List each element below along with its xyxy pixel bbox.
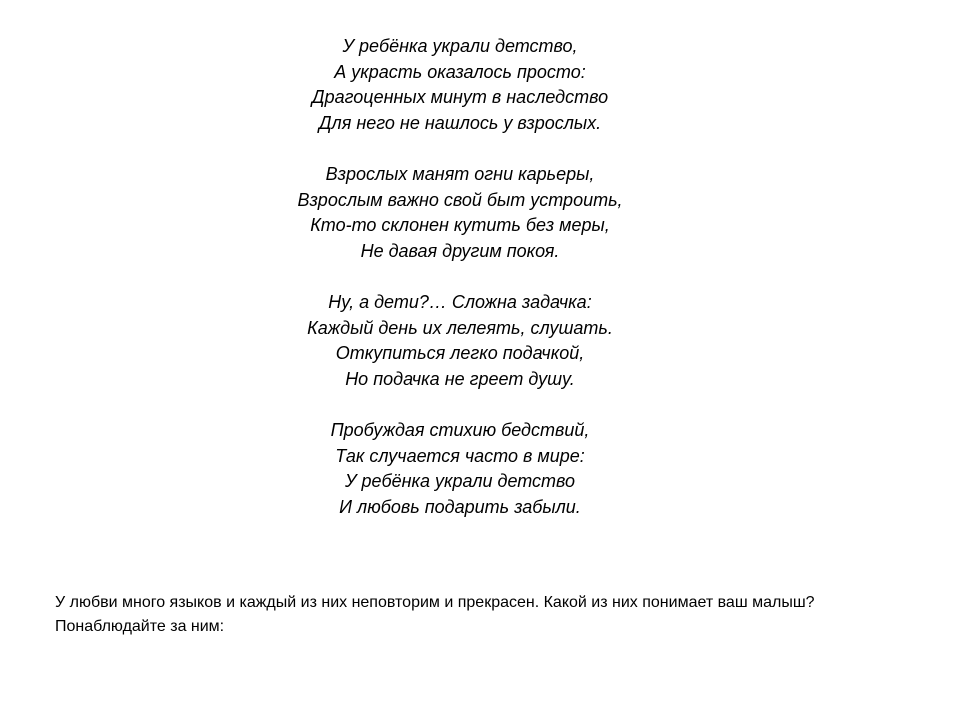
poem-stanza-4 <box>240 418 680 520</box>
poem-line: Взрослых манят огни карьеры, <box>325 163 595 184</box>
poem-line: И любовь подарить забыли. <box>339 496 581 517</box>
poem-line: У ребёнка украли детство <box>344 471 576 492</box>
note-paragraph: У любви много языков и каждый из них неповторим и прекрасен. Какой из них понимает ваш малыш? Понаблюдайте за ним: <box>55 594 815 635</box>
poem-line: Взрослым важно свой быт устроить, <box>297 189 623 210</box>
poem-line: Так случается часто в мире: <box>335 445 585 466</box>
poem-line: Для него не нашлось у взрослых. <box>318 112 602 133</box>
poem <box>240 34 680 520</box>
poem-line: А украсть оказалось просто: <box>334 61 586 82</box>
poem-stanza-1 <box>240 34 680 136</box>
poem-line: Но подачка не греет душу. <box>345 368 575 389</box>
poem-line: Пробуждая стихию бедствий, <box>330 419 590 440</box>
poem-line: Каждый день их лелеять, слушать. <box>307 317 613 338</box>
poem-line: У ребёнка украли детство, <box>342 36 578 56</box>
poem-stanza-3 <box>240 290 680 392</box>
poem-line: Драгоценных минут в наследство <box>311 87 609 108</box>
poem-line: Кто-то склонен кутить без меры, <box>310 215 610 236</box>
poem-stanza-2 <box>240 162 680 264</box>
poem-line: Откупиться легко подачкой, <box>335 343 585 364</box>
poem-line: Не давая другим покоя. <box>360 240 560 261</box>
poem-line: Ну, а дети?… Сложна задачка: <box>328 291 592 312</box>
